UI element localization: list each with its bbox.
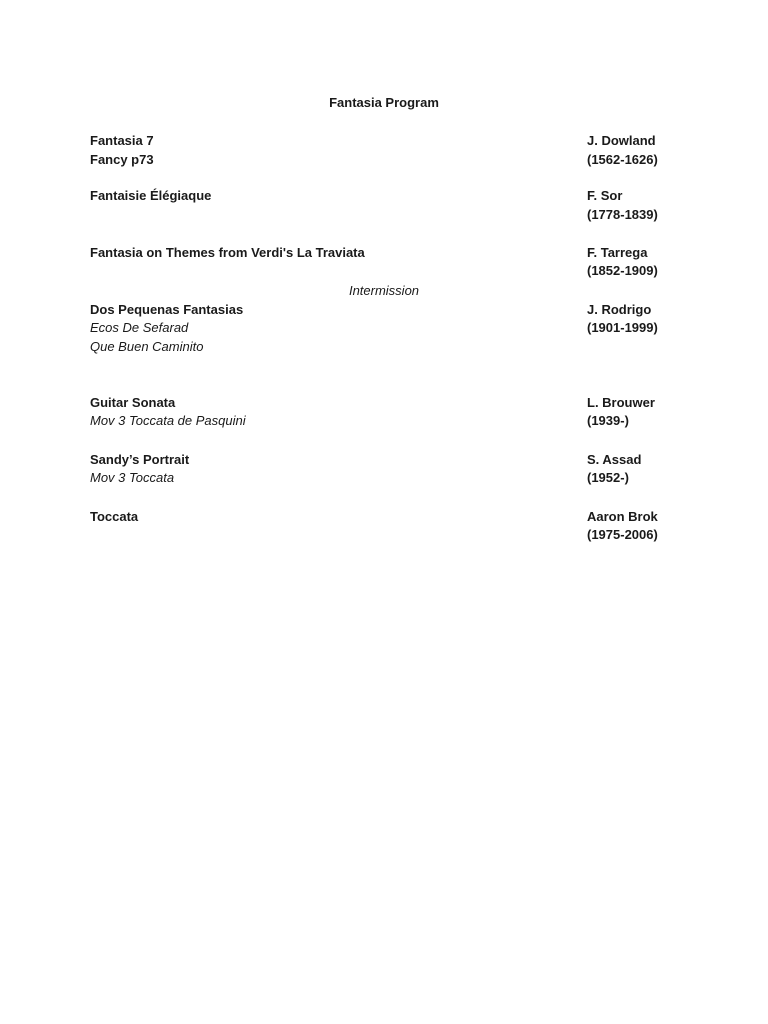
piece-movement: Mov 3 Toccata [90, 470, 175, 485]
piece-title: Fantasia 7 [90, 133, 154, 148]
piece-title: Toccata [90, 509, 139, 524]
piece-dates: (1901-1999) [587, 320, 658, 335]
piece-composer: F. Tarrega [587, 245, 648, 260]
piece-dates: (1852-1909) [587, 263, 658, 278]
piece-title: Fantaisie Élégiaque [90, 188, 212, 203]
piece-dates: (1952-) [587, 470, 629, 485]
piece-composer: L. Brouwer [587, 395, 655, 410]
piece-composer: Aaron Brok [587, 509, 658, 524]
piece-composer: J. Dowland [587, 133, 656, 148]
piece-composer: J. Rodrigo [587, 302, 652, 317]
piece-title: Sandy’s Portrait [90, 452, 190, 467]
intermission-label: Intermission [348, 283, 420, 298]
piece-dates: (1562-1626) [587, 152, 658, 167]
piece-title: Guitar Sonata [90, 395, 176, 410]
page-title: Fantasia Program [329, 95, 439, 110]
piece-subtitle: Fancy p73 [90, 152, 154, 167]
piece-dates: (1778-1839) [587, 207, 658, 222]
piece-movement: Mov 3 Toccata de Pasquini [90, 413, 246, 428]
piece-title: Fantasia on Themes from Verdi's La Traviata [90, 245, 365, 260]
piece-movement: Ecos De Sefarad [90, 320, 189, 335]
piece-title: Dos Pequenas Fantasias [90, 302, 244, 317]
piece-composer: F. Sor [587, 188, 623, 203]
piece-dates: (1939-) [587, 413, 629, 428]
piece-movement: Que Buen Caminito [90, 339, 204, 354]
piece-composer: S. Assad [587, 452, 642, 467]
piece-dates: (1975-2006) [587, 527, 658, 542]
